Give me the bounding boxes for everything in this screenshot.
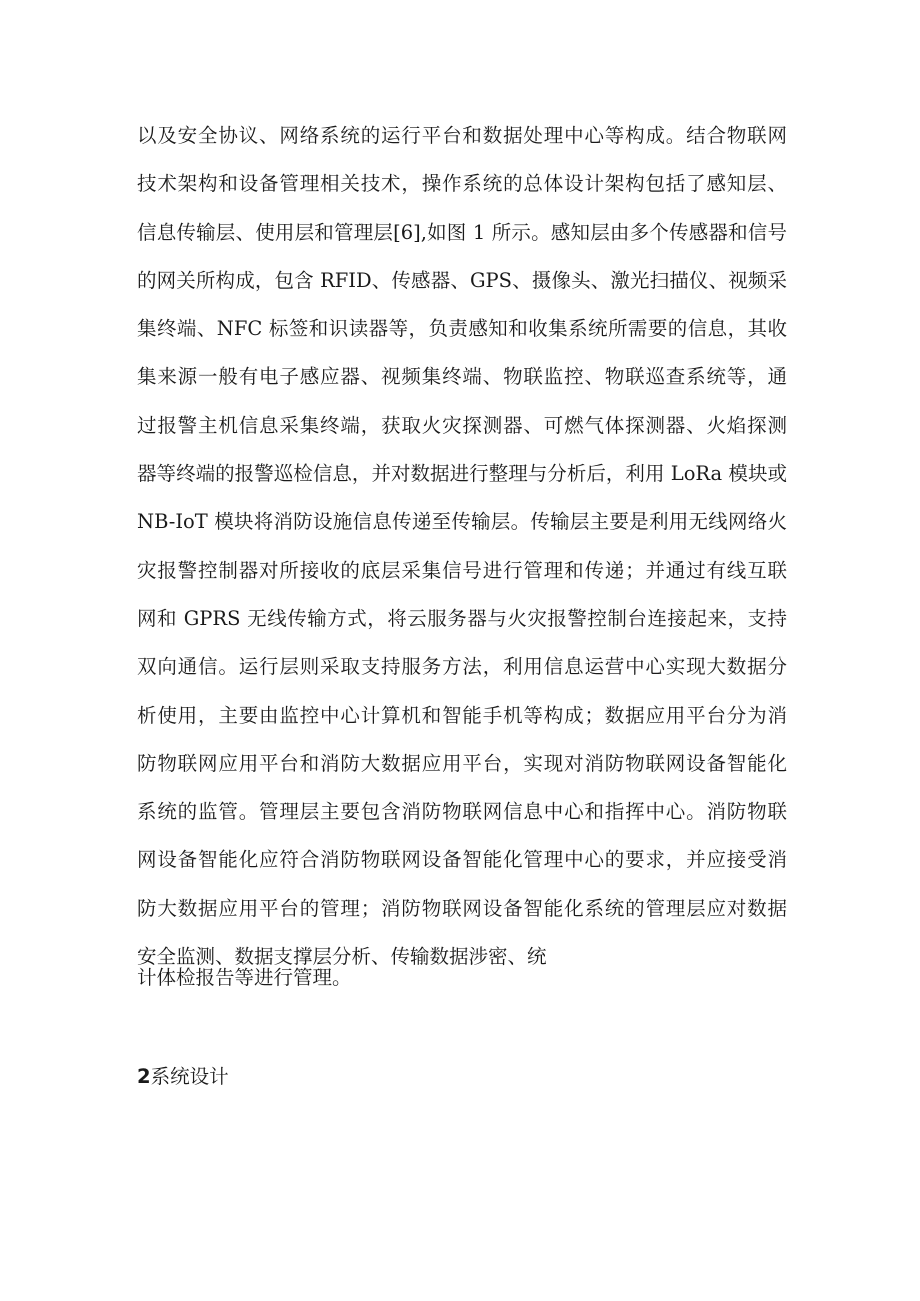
- paragraph-line: 析使用，主要由监控中心计算机和智能手机等构成；数据应用平台分为消: [137, 703, 787, 727]
- paragraph-continuation-line: 计体检报告等进行管理。: [137, 966, 352, 989]
- paragraph-line: 防物联网应用平台和消防大数据应用平台，实现对消防物联网设备智能化: [137, 751, 787, 775]
- paragraph-line: 信息传输层、使用层和管理层[6],如图 1 所示。感知层由多个传感器和信号: [137, 220, 787, 244]
- paragraph-line: 的网关所构成，包含 RFID、传感器、GPS、摄像头、激光扫描仪、视频采: [137, 268, 787, 292]
- paragraph-line: 集来源一般有电子感应器、视频集终端、物联监控、物联巡查系统等，通: [137, 365, 787, 389]
- paragraph-line: 安全监测、数据支撑层分析、传输数据涉密、统: [137, 945, 547, 969]
- body-paragraph: [137, 112, 787, 981]
- paragraph-line: 以及安全协议、网络系统的运行平台和数据处理中心等构成。结合物联网: [137, 124, 787, 147]
- paragraph-line: 技术架构和设备管理相关技术，操作系统的总体设计架构包括了感知层、: [137, 172, 787, 196]
- section-title: 系统设计: [150, 1065, 229, 1088]
- paragraph-line: 网设备智能化应符合消防物联网设备智能化管理中心的要求，并应接受消: [137, 848, 787, 872]
- section-number: 2: [137, 1065, 151, 1088]
- paragraph-line: 系统的监管。管理层主要包含消防物联网信息中心和指挥中心。消防物联: [137, 800, 787, 824]
- section-heading: [137, 1062, 229, 1092]
- paragraph-line: 集终端、NFC 标签和识读器等，负责感知和收集系统所需要的信息，其收: [137, 317, 787, 341]
- paragraph-line: NB-IoT 模块将消防设施信息传递至传输层。传输层主要是利用无线网络火: [137, 510, 787, 534]
- paragraph-line: 网和 GPRS 无线传输方式，将云服务器与火灾报警控制台连接起来，支持: [137, 606, 787, 630]
- paragraph-line: 双向通信。运行层则采取支持服务方法，利用信息运营中心实现大数据分: [137, 655, 787, 679]
- paragraph-line: 灾报警控制器对所接收的底层采集信号进行管理和传递；并通过有线互联: [137, 558, 787, 582]
- paragraph-line: 过报警主机信息采集终端，获取火灾探测器、可燃气体探测器、火焰探测: [137, 413, 787, 437]
- paragraph-line: 防大数据应用平台的管理；消防物联网设备智能化系统的管理层应对数据: [137, 896, 787, 920]
- paragraph-line: 器等终端的报警巡检信息，并对数据进行整理与分析后，利用 LoRa 模块或: [137, 462, 787, 486]
